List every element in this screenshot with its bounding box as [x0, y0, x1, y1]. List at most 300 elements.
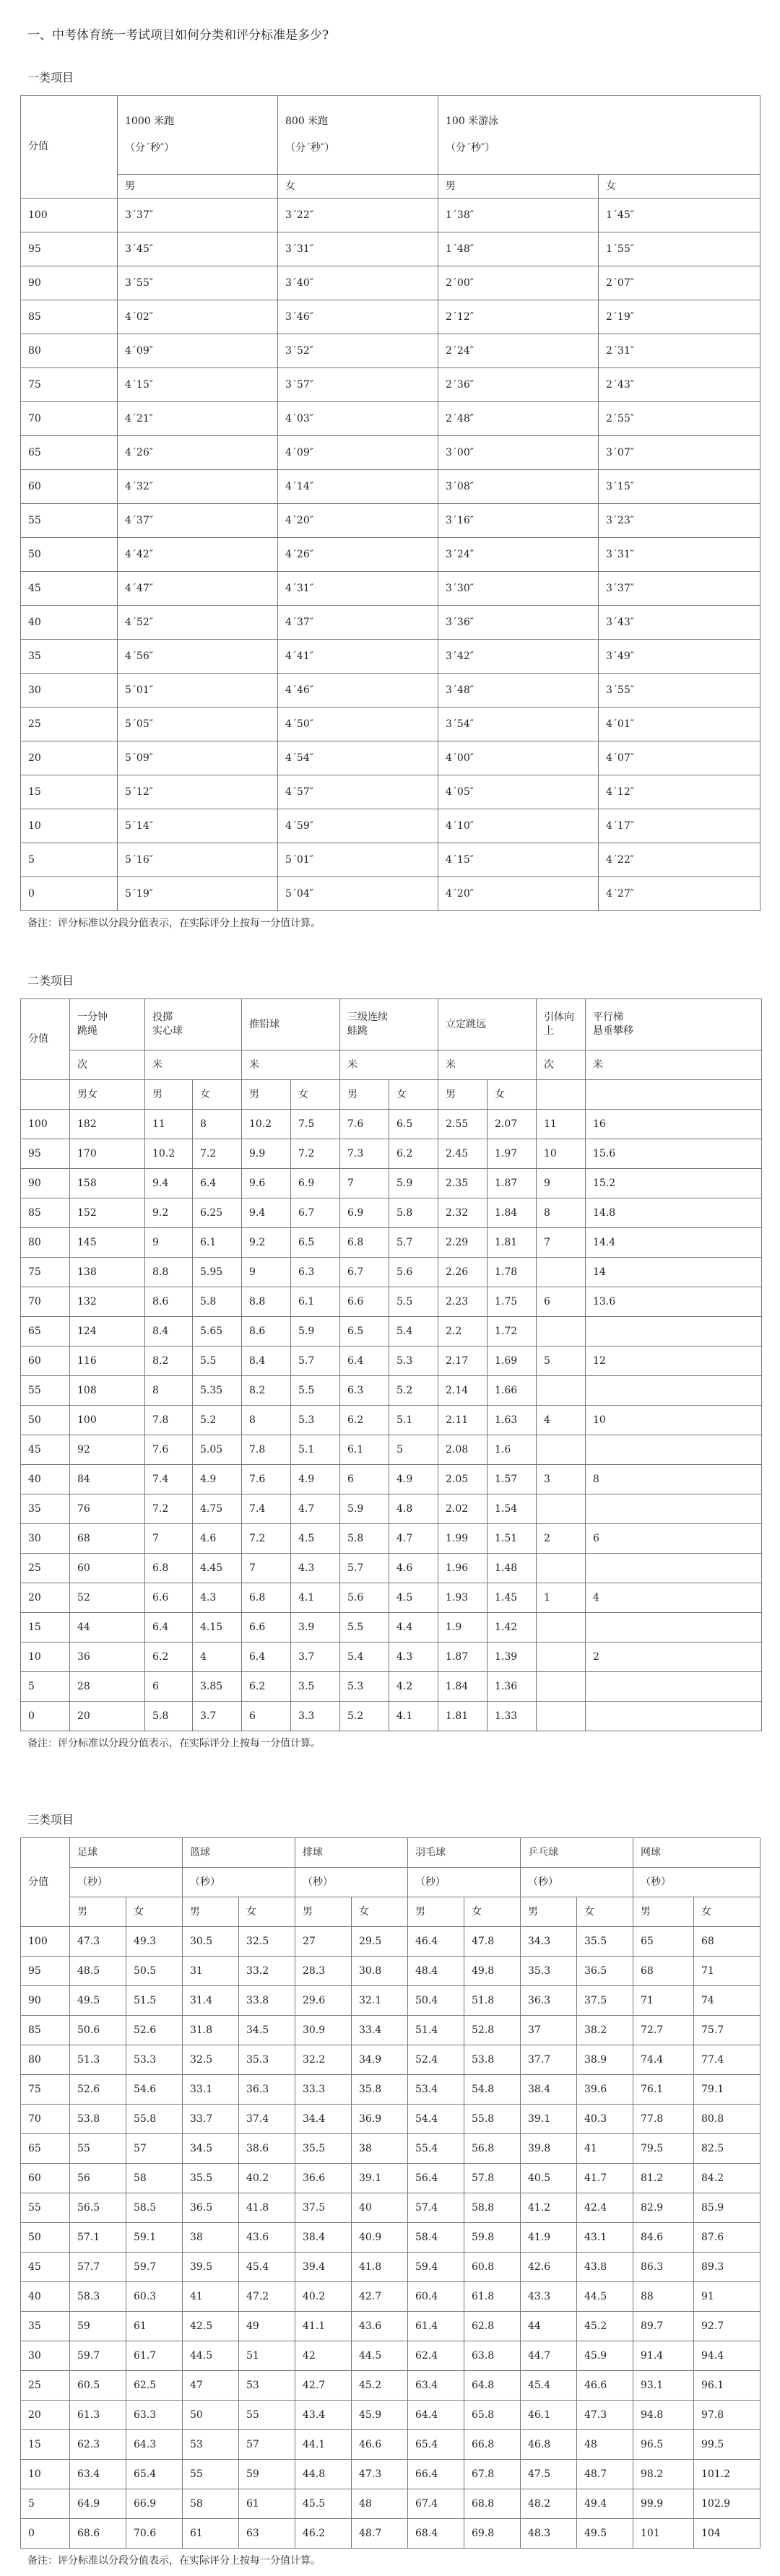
value-cell: 6.2	[340, 1406, 389, 1435]
value-cell: 7.6	[145, 1435, 193, 1465]
value-cell: 6.4	[193, 1169, 242, 1198]
page-heading: 一、中考体育统一考试项目如何分类和评分标准是多少?	[27, 28, 329, 43]
value-cell: 39.6	[577, 2075, 633, 2105]
value-cell: 58	[126, 2164, 183, 2193]
value-cell: 37.5	[577, 1986, 633, 2016]
value-cell: 84.6	[633, 2223, 694, 2253]
value-cell: 5.9	[389, 1169, 438, 1198]
value-cell: 60.4	[408, 2282, 464, 2312]
gender-label: 女	[193, 1080, 242, 1110]
value-cell: 4´26″	[118, 436, 278, 470]
value-cell: 2.02	[438, 1494, 488, 1524]
value-cell: 75.7	[694, 2016, 760, 2045]
value-cell: 96.1	[694, 2371, 760, 2401]
value-cell: 91.4	[633, 2341, 694, 2371]
gender-label: 男	[633, 1897, 694, 1927]
value-cell: 4´17″	[599, 809, 760, 843]
value-cell: 79.1	[694, 2075, 760, 2105]
value-cell: 89.7	[633, 2312, 694, 2341]
table-row	[21, 2460, 760, 2489]
value-cell: 4.2	[389, 1672, 438, 1702]
gender-label: 女	[464, 1897, 521, 1927]
value-cell: 37	[521, 2016, 577, 2045]
value-cell: 5	[389, 1435, 438, 1465]
value-cell: 28	[70, 1672, 145, 1702]
value-cell: 45.4	[239, 2253, 295, 2282]
value-cell: 12	[586, 1346, 762, 1376]
value-cell: 64.9	[70, 2489, 126, 2519]
value-cell: 4´46″	[278, 674, 438, 708]
value-cell: 5.95	[193, 1258, 242, 1287]
value-cell: 60.5	[70, 2371, 126, 2401]
value-cell: 88	[633, 2282, 694, 2312]
value-cell: 56	[70, 2164, 126, 2193]
value-cell: 4´20″	[278, 504, 438, 538]
value-cell: 59.4	[408, 2253, 464, 2282]
value-cell: 7.5	[291, 1110, 340, 1139]
score-cell: 35	[21, 2312, 70, 2341]
value-cell: 47.3	[70, 1927, 126, 1957]
value-cell: 2´36″	[438, 368, 599, 402]
value-cell: 76	[70, 1494, 145, 1524]
value-cell: 59	[239, 2460, 295, 2489]
value-cell: 43.6	[352, 2312, 408, 2341]
value-cell: 65	[633, 1927, 694, 1957]
value-cell: 49.8	[464, 1957, 521, 1986]
value-cell: 38.9	[577, 2045, 633, 2075]
value-cell: 31	[183, 1957, 239, 1986]
score-cell: 85	[21, 2016, 70, 2045]
score-cell: 5	[21, 2489, 70, 2519]
value-cell: 6.5	[340, 1317, 389, 1346]
table-row	[21, 843, 760, 877]
score-cell: 85	[21, 300, 118, 334]
value-cell: 5´01″	[278, 843, 438, 877]
value-cell: 36.3	[521, 1986, 577, 2016]
gender-label: 男	[438, 175, 599, 199]
value-cell: 67.8	[464, 2460, 521, 2489]
value-cell: 6.25	[193, 1198, 242, 1228]
event-pullup: 引体向 上	[537, 999, 586, 1050]
value-cell: 4´21″	[118, 402, 278, 436]
value-cell: 3´55″	[118, 266, 278, 300]
value-cell: 77.4	[694, 2045, 760, 2075]
value-cell: 49.5	[577, 2519, 633, 2549]
value-cell: 68	[694, 1927, 760, 1957]
value-cell: 6.4	[242, 1642, 291, 1672]
value-cell: 43.1	[577, 2223, 633, 2253]
table-row	[21, 504, 760, 538]
value-cell: 1.93	[438, 1583, 488, 1613]
value-cell: 54.6	[126, 2075, 183, 2105]
value-cell: 2´07″	[599, 266, 760, 300]
value-cell: 4	[537, 1406, 586, 1435]
gender-label: 女	[488, 1080, 537, 1110]
value-cell: 6.3	[291, 1258, 340, 1287]
score-cell: 90	[21, 266, 118, 300]
value-cell: 46.6	[352, 2430, 408, 2460]
score-cell: 60	[21, 1346, 70, 1376]
table-row	[21, 775, 760, 809]
value-cell: 1.42	[488, 1613, 537, 1642]
value-cell: 4´14″	[278, 470, 438, 504]
value-cell: 3´46″	[278, 300, 438, 334]
value-cell: 47.2	[239, 2282, 295, 2312]
value-cell: 1.36	[488, 1672, 537, 1702]
value-cell: 30.9	[295, 2016, 352, 2045]
value-cell: 79.5	[633, 2134, 694, 2164]
value-cell: 8	[193, 1110, 242, 1139]
gender-label: 女	[278, 175, 438, 199]
score-cell: 30	[21, 2341, 70, 2371]
value-cell: 48.2	[521, 2489, 577, 2519]
value-cell: 2.05	[438, 1465, 488, 1494]
value-cell: 47.3	[352, 2460, 408, 2489]
value-cell: 39.4	[295, 2253, 352, 2282]
event-rope: 一分钟 跳绳	[70, 999, 145, 1050]
value-cell: 61.8	[464, 2282, 521, 2312]
value-cell: 5´19″	[118, 877, 278, 911]
score-cell: 35	[21, 1494, 70, 1524]
value-cell: 40.9	[352, 2223, 408, 2253]
value-cell: 2	[537, 1524, 586, 1554]
value-cell: 64.4	[408, 2401, 464, 2430]
value-cell: 5.3	[340, 1672, 389, 1702]
value-cell: 48.3	[521, 2519, 577, 2549]
value-cell: 4´37″	[118, 504, 278, 538]
table-row	[21, 2519, 760, 2549]
value-cell: 48	[352, 2489, 408, 2519]
value-cell: 6.2	[145, 1642, 193, 1672]
event-1000m: 1000 米跑 （分´秒″）	[118, 96, 278, 175]
value-cell: 35.3	[239, 2045, 295, 2075]
value-cell: 11	[537, 1110, 586, 1139]
value-cell: 36.5	[183, 2193, 239, 2223]
value-cell: 5.8	[193, 1287, 242, 1317]
table-row	[21, 300, 760, 334]
value-cell: 8.8	[242, 1287, 291, 1317]
value-cell: 5´04″	[278, 877, 438, 911]
table-row	[21, 1435, 762, 1465]
table-row	[21, 2223, 760, 2253]
value-cell: 63.3	[126, 2401, 183, 2430]
value-cell: 94.4	[694, 2341, 760, 2371]
value-cell: 45.9	[577, 2341, 633, 2371]
value-cell: 4.8	[389, 1494, 438, 1524]
value-cell: 4´26″	[278, 538, 438, 572]
value-cell: 53	[239, 2371, 295, 2401]
value-cell: 4.3	[291, 1554, 340, 1583]
value-cell: 4´05″	[438, 775, 599, 809]
score-cell: 60	[21, 470, 118, 504]
score-cell: 75	[21, 2075, 70, 2105]
unit: （秒）	[70, 1868, 183, 1897]
value-cell: 116	[70, 1346, 145, 1376]
value-cell: 58.4	[408, 2223, 464, 2253]
value-cell: 1.87	[438, 1642, 488, 1672]
value-cell: 32.1	[352, 1986, 408, 2016]
value-cell: 4´03″	[278, 402, 438, 436]
value-cell: 15.2	[586, 1169, 762, 1198]
value-cell: 4	[193, 1642, 242, 1672]
event-ball-throw: 投掷 实心球	[145, 999, 242, 1050]
value-cell: 4.7	[389, 1524, 438, 1554]
value-cell	[537, 1258, 586, 1287]
value-cell: 3´30″	[438, 572, 599, 606]
table-row	[21, 1198, 762, 1228]
value-cell: 3.7	[193, 1702, 242, 1731]
value-cell: 9.2	[145, 1198, 193, 1228]
value-cell: 1.75	[488, 1287, 537, 1317]
value-cell: 10	[586, 1406, 762, 1435]
gender-label: 女	[239, 1897, 295, 1927]
value-cell: 47	[183, 2371, 239, 2401]
value-cell: 53.3	[126, 2045, 183, 2075]
value-cell: 1´45″	[599, 199, 760, 232]
table-row	[21, 1642, 762, 1672]
value-cell: 2´55″	[599, 402, 760, 436]
value-cell	[586, 1702, 762, 1731]
value-cell: 38.2	[577, 2016, 633, 2045]
value-cell: 4´50″	[278, 708, 438, 741]
value-cell: 7.4	[242, 1494, 291, 1524]
value-cell: 58	[183, 2489, 239, 2519]
table-row	[21, 266, 760, 300]
value-cell: 38.6	[239, 2134, 295, 2164]
value-cell: 9.4	[242, 1198, 291, 1228]
value-cell: 52.4	[408, 2045, 464, 2075]
value-cell: 56.8	[464, 2134, 521, 2164]
value-cell: 5.7	[291, 1346, 340, 1376]
value-cell: 4.75	[193, 1494, 242, 1524]
value-cell: 4.6	[389, 1554, 438, 1583]
value-cell: 2´00″	[438, 266, 599, 300]
value-cell: 1.39	[488, 1642, 537, 1672]
value-cell: 65.4	[126, 2460, 183, 2489]
score-cell: 10	[21, 2460, 70, 2489]
value-cell: 55	[183, 2460, 239, 2489]
score-cell: 40	[21, 1465, 70, 1494]
value-cell: 40	[352, 2193, 408, 2223]
value-cell	[586, 1672, 762, 1702]
value-cell: 2.35	[438, 1169, 488, 1198]
score-cell: 15	[21, 2430, 70, 2460]
value-cell: 3´31″	[599, 538, 760, 572]
value-cell: 5.7	[389, 1228, 438, 1258]
value-cell: 45.5	[295, 2489, 352, 2519]
value-cell: 1.84	[488, 1198, 537, 1228]
value-cell: 63.4	[70, 2460, 126, 2489]
score-cell: 80	[21, 1228, 70, 1258]
value-cell: 66.8	[464, 2430, 521, 2460]
value-cell: 3´24″	[438, 538, 599, 572]
value-cell: 64.3	[126, 2430, 183, 2460]
value-cell: 81.2	[633, 2164, 694, 2193]
value-cell: 7.8	[145, 1406, 193, 1435]
value-cell: 9.9	[242, 1139, 291, 1169]
table-category3	[20, 1837, 760, 2549]
value-cell: 47.3	[577, 2401, 633, 2430]
table-row	[21, 1376, 762, 1406]
table-row	[21, 538, 760, 572]
score-cell: 85	[21, 1198, 70, 1228]
value-cell: 57	[239, 2430, 295, 2460]
value-cell: 48.4	[408, 1957, 464, 1986]
value-cell: 64.8	[464, 2371, 521, 2401]
score-cell: 20	[21, 1583, 70, 1613]
value-cell: 7	[537, 1228, 586, 1258]
value-cell: 2.32	[438, 1198, 488, 1228]
value-cell: 6.9	[340, 1198, 389, 1228]
unit: 次	[537, 1050, 586, 1080]
value-cell: 8.6	[145, 1287, 193, 1317]
value-cell: 44.1	[295, 2430, 352, 2460]
value-cell: 61.4	[408, 2312, 464, 2341]
table-row	[21, 708, 760, 741]
value-cell: 48	[577, 2430, 633, 2460]
score-cell: 95	[21, 1139, 70, 1169]
table-row	[21, 1465, 762, 1494]
value-cell: 7.2	[145, 1494, 193, 1524]
score-cell: 50	[21, 538, 118, 572]
value-cell: 3´40″	[278, 266, 438, 300]
value-cell: 10	[537, 1139, 586, 1169]
value-cell: 49.4	[577, 2489, 633, 2519]
value-cell: 35.5	[183, 2164, 239, 2193]
value-cell: 5.6	[389, 1258, 438, 1287]
table-row	[21, 2430, 760, 2460]
value-cell: 10.2	[242, 1110, 291, 1139]
value-cell: 4.15	[193, 1613, 242, 1642]
value-cell: 102.9	[694, 2489, 760, 2519]
value-cell: 8	[537, 1198, 586, 1228]
event-ladder: 平行梯 悬垂攀移	[586, 999, 762, 1050]
value-cell: 43.6	[239, 2223, 295, 2253]
score-cell: 65	[21, 2134, 70, 2164]
value-cell: 3´43″	[599, 606, 760, 640]
value-cell: 45.2	[352, 2371, 408, 2401]
value-cell: 4´20″	[438, 877, 599, 911]
table-row	[21, 1494, 762, 1524]
value-cell: 6.6	[145, 1583, 193, 1613]
value-cell: 5´12″	[118, 775, 278, 809]
value-cell: 54.8	[464, 2075, 521, 2105]
value-cell: 6.1	[291, 1287, 340, 1317]
value-cell: 34.5	[239, 2016, 295, 2045]
value-cell: 14	[586, 1258, 762, 1287]
value-cell: 5.5	[193, 1346, 242, 1376]
value-cell: 1.63	[488, 1406, 537, 1435]
value-cell: 5.4	[340, 1642, 389, 1672]
unit: （秒）	[295, 1868, 408, 1897]
score-cell: 45	[21, 572, 118, 606]
value-cell: 50.6	[70, 2016, 126, 2045]
table-row	[21, 2489, 760, 2519]
score-cell: 10	[21, 809, 118, 843]
value-cell: 60.3	[126, 2282, 183, 2312]
value-cell: 61	[183, 2519, 239, 2549]
value-cell: 2´43″	[599, 368, 760, 402]
value-cell: 3´57″	[278, 368, 438, 402]
value-cell: 55	[70, 2134, 126, 2164]
value-cell	[537, 1317, 586, 1346]
value-cell: 43.8	[577, 2253, 633, 2282]
value-cell: 4´32″	[118, 470, 278, 504]
value-cell: 182	[70, 1110, 145, 1139]
value-cell: 1´38″	[438, 199, 599, 232]
score-cell: 55	[21, 2193, 70, 2223]
gender-label: 女	[126, 1897, 183, 1927]
value-cell: 63.8	[464, 2341, 521, 2371]
value-cell: 4´56″	[118, 640, 278, 674]
table-row	[21, 1554, 762, 1583]
value-cell: 6.5	[389, 1110, 438, 1139]
value-cell: 5.1	[389, 1406, 438, 1435]
value-cell: 42.7	[352, 2282, 408, 2312]
value-cell: 6.6	[340, 1287, 389, 1317]
value-cell: 34.9	[352, 2045, 408, 2075]
value-cell: 36.6	[295, 2164, 352, 2193]
value-cell: 101	[633, 2519, 694, 2549]
value-cell: 6.4	[145, 1613, 193, 1642]
score-cell: 5	[21, 1672, 70, 1702]
value-cell: 47.5	[521, 2460, 577, 2489]
value-cell: 66.9	[126, 2489, 183, 2519]
score-cell: 55	[21, 504, 118, 538]
value-cell: 3.7	[291, 1642, 340, 1672]
value-cell	[537, 1554, 586, 1583]
value-cell: 72.7	[633, 2016, 694, 2045]
value-cell	[537, 1642, 586, 1672]
value-cell: 58.5	[126, 2193, 183, 2223]
section1-title: 一类项目	[27, 71, 74, 84]
value-cell: 32.2	[295, 2045, 352, 2075]
value-cell: 60	[70, 1554, 145, 1583]
value-cell: 41.1	[295, 2312, 352, 2341]
value-cell: 58.8	[464, 2193, 521, 2223]
score-cell: 50	[21, 2223, 70, 2253]
table-row	[21, 2075, 760, 2105]
value-cell: 1´55″	[599, 232, 760, 266]
table-row	[21, 2282, 760, 2312]
value-cell: 42	[295, 2341, 352, 2371]
value-cell: 3´52″	[278, 334, 438, 368]
value-cell: 52.8	[464, 2016, 521, 2045]
score-cell: 15	[21, 1613, 70, 1642]
value-cell: 14.4	[586, 1228, 762, 1258]
table-row	[21, 1169, 762, 1198]
value-cell: 4´12″	[599, 775, 760, 809]
value-cell: 3´16″	[438, 504, 599, 538]
value-cell: 20	[70, 1702, 145, 1731]
value-cell: 62.4	[408, 2341, 464, 2371]
value-cell: 1.33	[488, 1702, 537, 1731]
value-cell: 5.2	[193, 1406, 242, 1435]
gender-label: 男	[408, 1897, 464, 1927]
value-cell: 32.5	[239, 1927, 295, 1957]
value-cell: 1.84	[438, 1672, 488, 1702]
value-cell: 58.3	[70, 2282, 126, 2312]
table-category2	[20, 998, 762, 1731]
score-cell: 100	[21, 1927, 70, 1957]
value-cell: 41.9	[521, 2223, 577, 2253]
value-cell: 33.1	[183, 2075, 239, 2105]
value-cell: 3.85	[193, 1672, 242, 1702]
value-cell: 3´54″	[438, 708, 599, 741]
value-cell: 158	[70, 1169, 145, 1198]
value-cell: 87.6	[694, 2223, 760, 2253]
value-cell: 4.9	[291, 1465, 340, 1494]
